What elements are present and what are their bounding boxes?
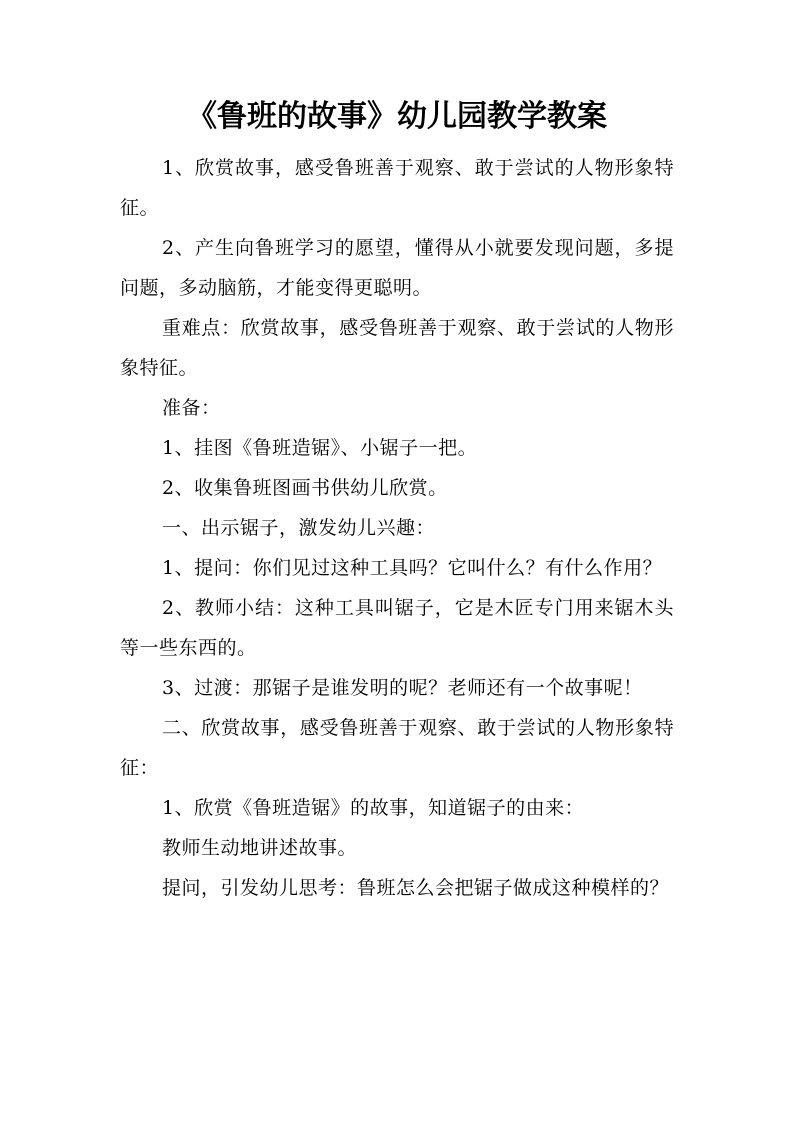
- paragraph-section-1-item-2: 2、教师小结：这种工具叫锯子，它是木匠专门用来锯木头等一些东西的。: [120, 597, 674, 659]
- paragraph-objective-2: 2、产生向鲁班学习的愿望，懂得从小就要发现问题，多提问题，多动脑筋，才能变得更聪明。: [120, 237, 674, 299]
- paragraph-objective-1: 1、欣赏故事，感受鲁班善于观察、敢于尝试的人物形象特征。: [120, 157, 674, 219]
- paragraph-section-1-heading: 一、出示锯子，激发幼儿兴趣：: [162, 517, 436, 539]
- paragraph-question: 提问，引发幼儿思考：鲁班怎么会把锯子做成这种模样的？: [162, 877, 670, 899]
- paragraph-preparation-2: 2、收集鲁班图画书供幼儿欣赏。: [162, 477, 448, 499]
- paragraph-section-1-item-3: 3、过渡：那锯子是谁发明的呢？老师还有一个故事呢！: [162, 677, 643, 699]
- paragraph-storytelling: 教师生动地讲述故事。: [162, 837, 358, 859]
- paragraph-section-2-item-1: 1、欣赏《鲁班造锯》的故事，知道锯子的由来：: [162, 797, 585, 819]
- paragraph-key-points: 重难点：欣赏故事，感受鲁班善于观察、敢于尝试的人物形象特征。: [120, 317, 674, 379]
- paragraph-section-2-heading: 二、欣赏故事，感受鲁班善于观察、敢于尝试的人物形象特征：: [120, 717, 674, 779]
- paragraph-preparation-1: 1、挂图《鲁班造锯》、小锯子一把。: [162, 437, 478, 459]
- paragraph-preparation-heading: 准备：: [162, 397, 221, 419]
- paragraph-section-1-item-1: 1、提问：你们见过这种工具吗？它叫什么？有什么作用？: [162, 557, 663, 579]
- document-title: 《鲁班的故事》幼儿园教学教案: [187, 99, 607, 134]
